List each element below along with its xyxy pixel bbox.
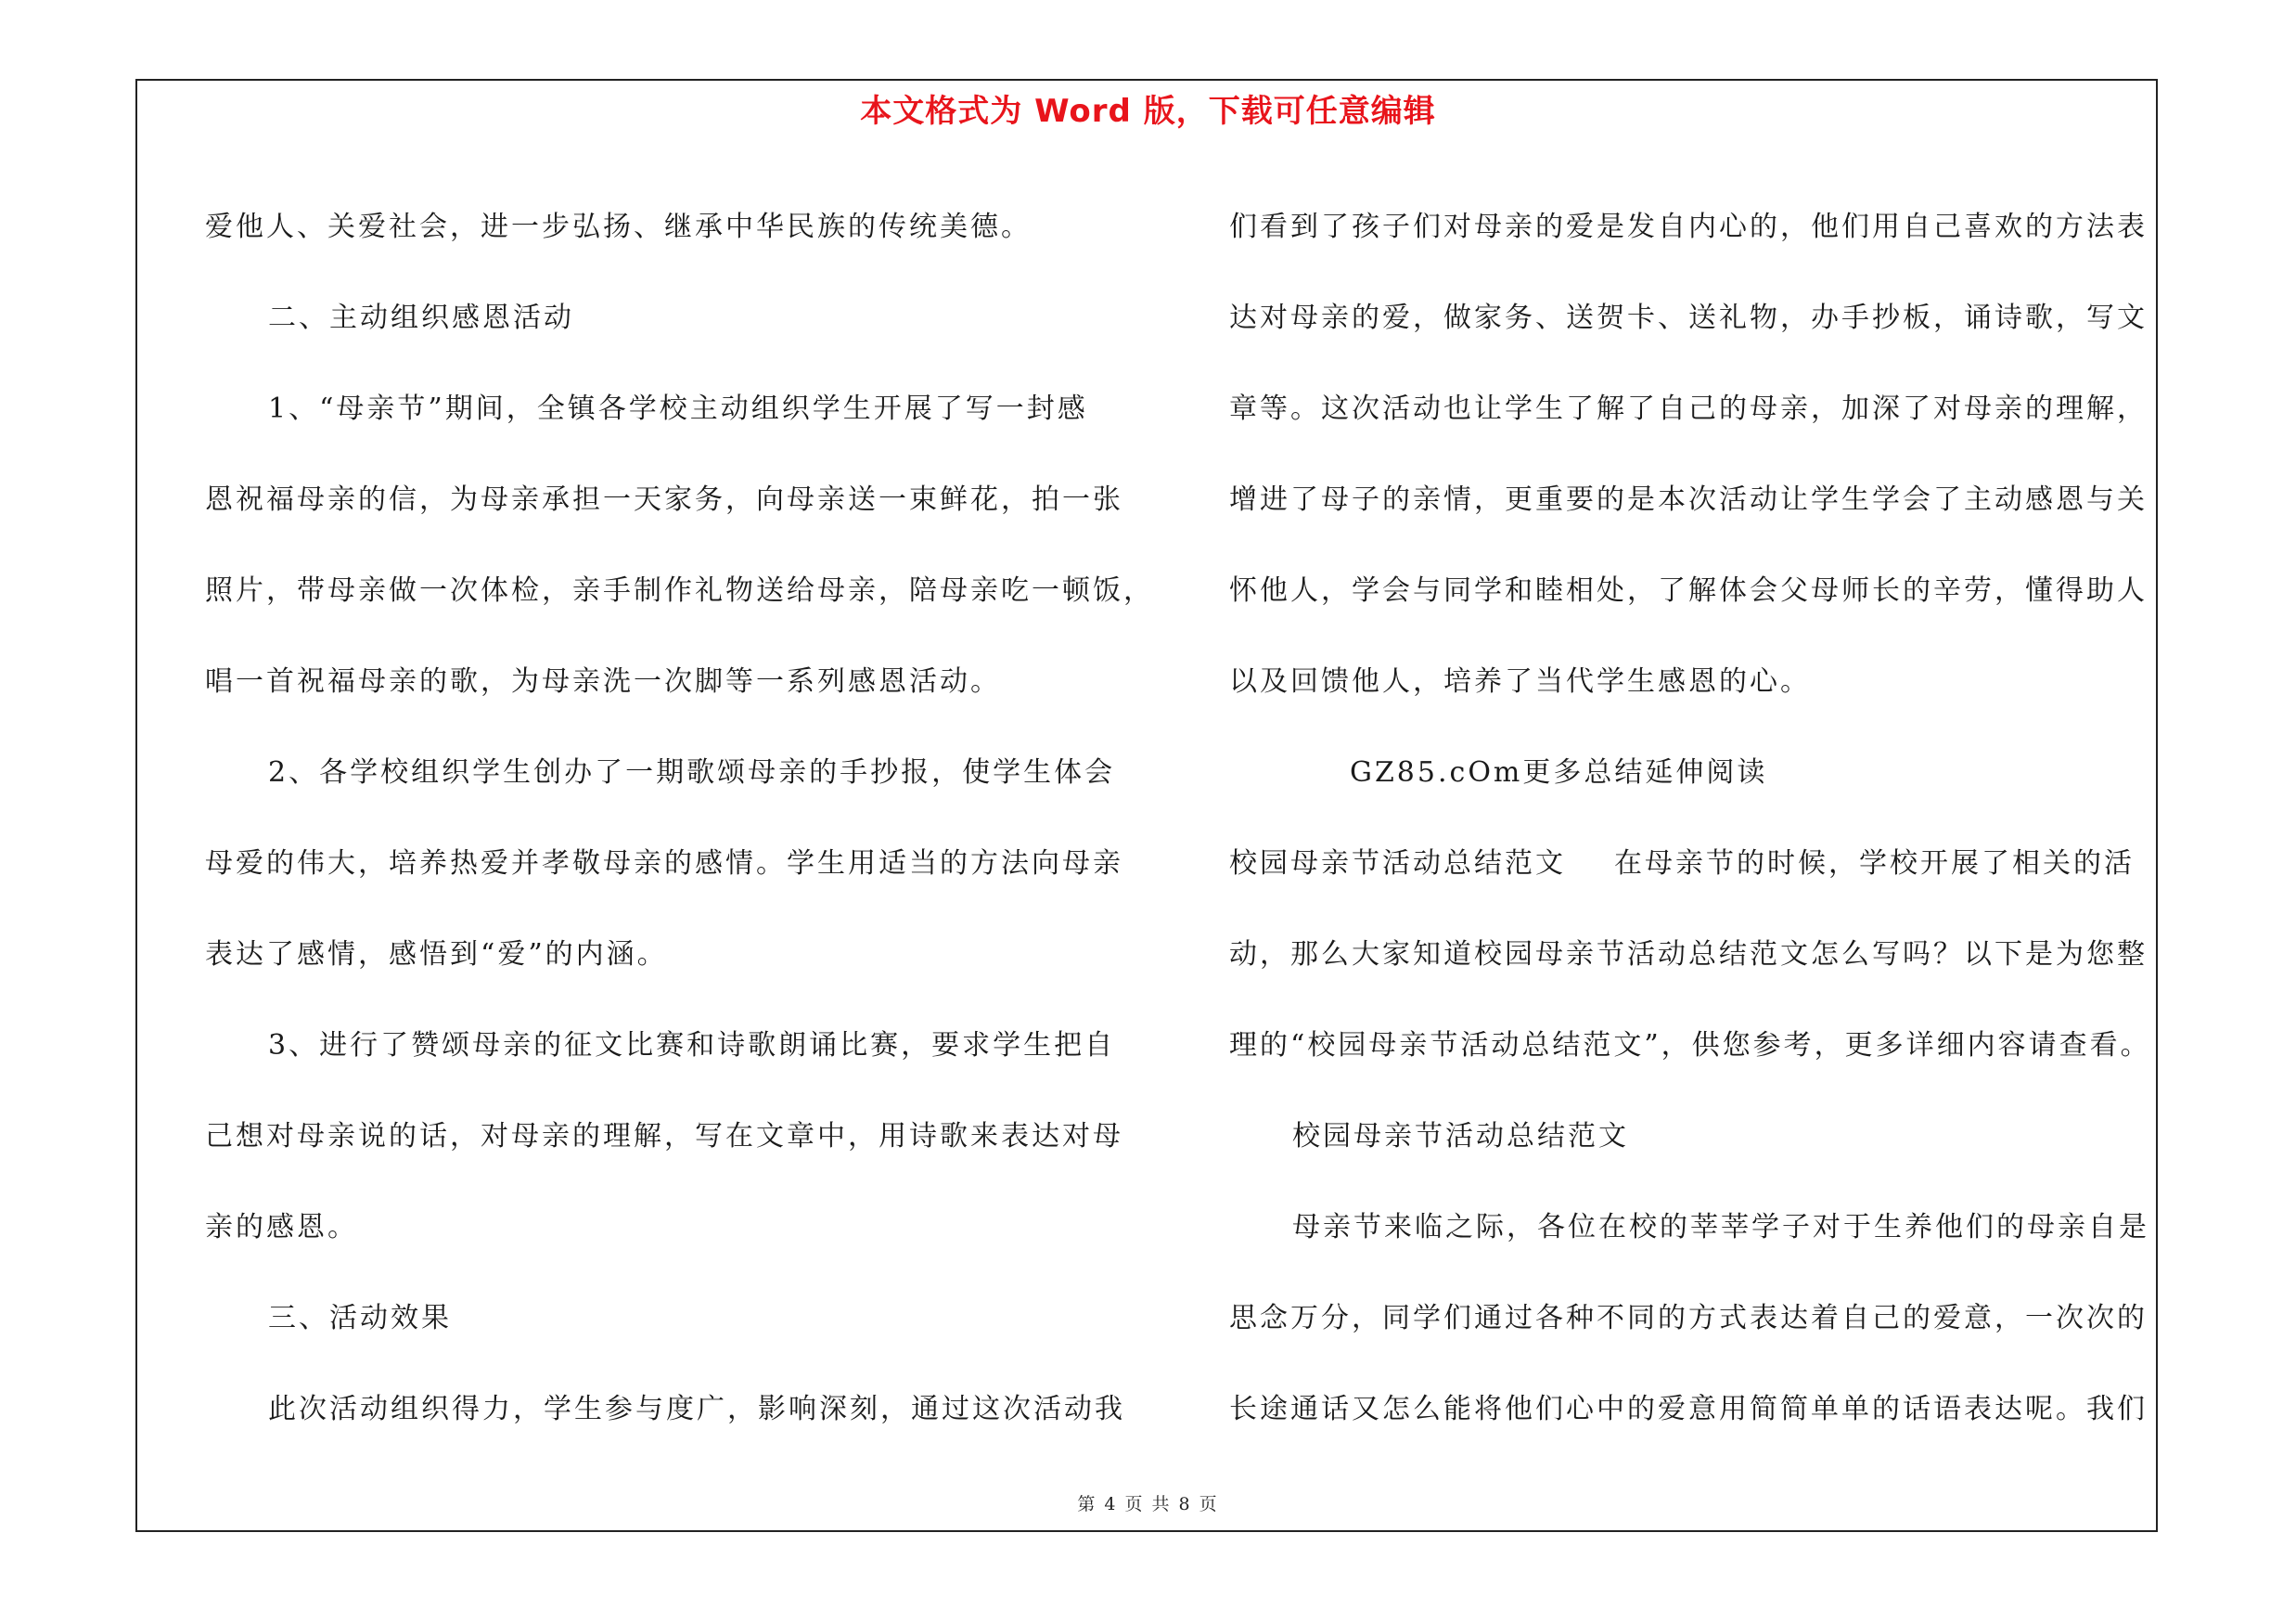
word-format-banner: 本文格式为 Word 版，下载可任意编辑: [860, 93, 1436, 130]
paragraph-line: 章等。这次活动也让学生了解了自己的母亲，加深了对母亲的理解，: [1229, 393, 2148, 425]
paragraph-line: 此次活动组织得力，学生参与度广，影响深刻，通过这次活动我: [268, 1393, 1125, 1425]
paragraph-line: 思念万分，同学们通过各种不同的方式表达着自己的爱意，一次次的: [1229, 1302, 2148, 1334]
paragraph-line: 2、各学校组织学生创办了一期歌颂母亲的手抄报，使学生体会: [268, 756, 1116, 789]
section-heading: 三、活动效果: [268, 1302, 452, 1334]
paragraph-line: 以及回馈他人，培养了当代学生感恩的心。: [1229, 665, 1811, 698]
paragraph-line: 亲的感恩。: [205, 1211, 358, 1243]
paragraph-line: 增进了母子的亲情，更重要的是本次活动让学生学会了主动感恩与关: [1229, 483, 2148, 516]
paragraph-line: 爱他人、关爱社会，进一步弘扬、继承中华民族的传统美德。: [205, 211, 1032, 243]
article-intro: 在母亲节的时候，学校开展了相关的活: [1614, 847, 2135, 880]
left-text-column: [205, 182, 1154, 1455]
paragraph-line: 1、“母亲节”期间，全镇各学校主动组织学生开展了写一封感: [268, 393, 1088, 425]
paragraph-line: 唱一首祝福母亲的歌，为母亲洗一次脚等一系列感恩活动。: [205, 665, 1001, 698]
paragraph-line: 达对母亲的爱，做家务、送贺卡、送礼物，办手抄板，诵诗歌，写文: [1229, 302, 2148, 334]
further-reading-link[interactable]: GZ85.cOm更多总结延伸阅读: [1350, 756, 1768, 789]
paragraph-line: 己想对母亲说的话，对母亲的理解，写在文章中，用诗歌来表达对母: [205, 1120, 1123, 1153]
paragraph-line: 3、进行了赞颂母亲的征文比赛和诗歌朗诵比赛，要求学生把自: [268, 1029, 1116, 1062]
paragraph-line: 母爱的伟大，培养热爱并孝敬母亲的感情。学生用适当的方法向母亲: [205, 847, 1123, 880]
paragraph-line: 恩祝福母亲的信，为母亲承担一天家务，向母亲送一束鲜花，拍一张: [205, 483, 1123, 516]
paragraph-line: 照片，带母亲做一次体检，亲手制作礼物送给母亲，陪母亲吃一顿饭，: [205, 574, 1154, 607]
paragraph-line: 表达了感情，感悟到“爱”的内涵。: [205, 938, 668, 971]
page-number-footer: 第 4 页 共 8 页: [1077, 1494, 1219, 1514]
paragraph-line: 怀他人，学会与同学和睦相处，了解体会父母师长的辛劳，懂得助人: [1229, 574, 2148, 607]
right-text-column: [1229, 182, 2152, 1455]
paragraph-line: 理的“校园母亲节活动总结范文”，供您参考，更多详细内容请查看。: [1229, 1029, 2151, 1062]
paragraph-line: 动，那么大家知道校园母亲节活动总结范文怎么写吗？以下是为您整: [1229, 938, 2148, 971]
section-heading: 二、主动组织感恩活动: [268, 302, 574, 334]
paragraph-line: 们看到了孩子们对母亲的爱是发自内心的，他们用自己喜欢的方法表: [1229, 211, 2148, 243]
article-intro-line: [1229, 818, 2152, 909]
article-title: 校园母亲节活动总结范文: [1229, 847, 1566, 880]
paragraph-line: 长途通话又怎么能将他们心中的爱意用简简单单的话语表达呢。我们: [1229, 1393, 2148, 1425]
article-heading: 校园母亲节活动总结范文: [1292, 1120, 1629, 1153]
paragraph-line: 母亲节来临之际，各位在校的莘莘学子对于生养他们的母亲自是: [1292, 1211, 2149, 1243]
